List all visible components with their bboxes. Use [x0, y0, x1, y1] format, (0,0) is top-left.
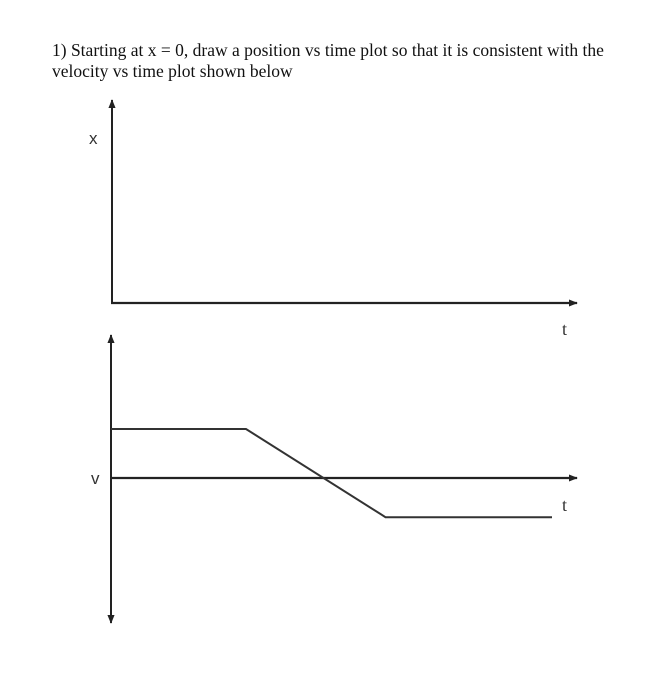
velocity-time-plot: [91, 335, 577, 623]
velocity-xlabel: t: [562, 495, 568, 515]
position-time-plot[interactable]: [89, 100, 577, 339]
position-xlabel: t: [562, 319, 568, 339]
question-line-2: velocity vs time plot shown below: [52, 61, 293, 81]
velocity-series-line: [111, 429, 552, 517]
velocity-ylabel: v: [91, 469, 100, 488]
question-line-1: 1) Starting at x = 0, draw a position vs time plot so that it is consistent with the: [52, 40, 604, 60]
position-ylabel: x: [89, 129, 98, 148]
